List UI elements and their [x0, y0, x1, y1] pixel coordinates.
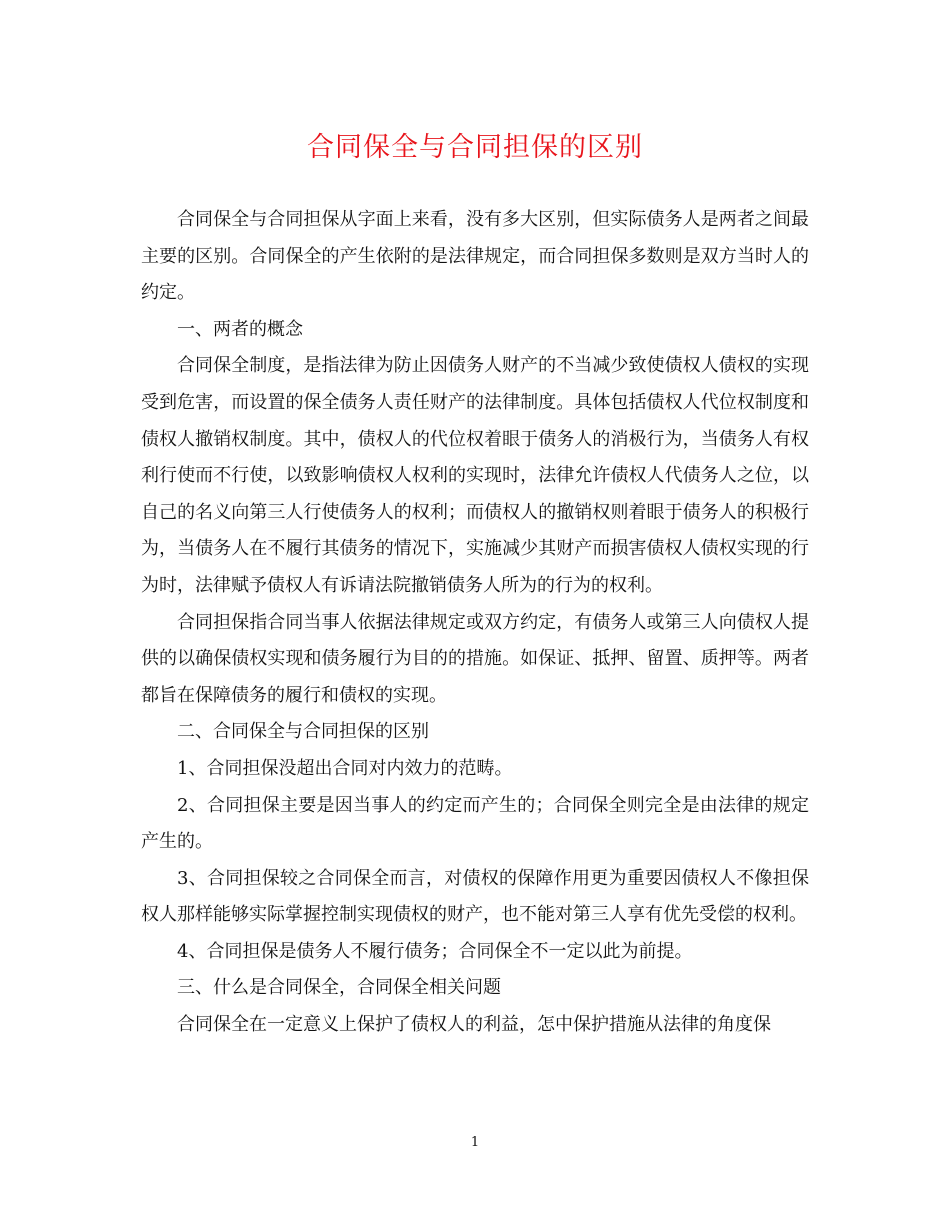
- paragraph-continuation: 合同保全在一定意义上保护了债权人的利益，怎中保护措施从法律的角度保: [177, 1014, 771, 1036]
- difference-item-3: 3、合同担保较之合同保全而言，对债权的保障作用更为重要因债权人不像担保权人那样能够实际掌握控制实现债权的财产，也不能对第三人享有优先受偿的权利。: [141, 867, 809, 926]
- section-heading-1: 一、两者的概念: [177, 318, 303, 340]
- paragraph-guarantee-definition: 合同担保指合同当事人依据法律规定或双方约定，有债务人或第三人向债权人提供的以确保债权实现和债务履行为目的的措施。如保证、抵押、留置、质押等。两者都旨在保障债务的履行和债权的实现。: [141, 611, 809, 706]
- section-heading-3: 三、什么是合同保全，合同保全相关问题: [177, 977, 501, 999]
- paragraph-preservation-definition: 合同保全制度，是指法律为防止因债务人财产的不当减少致使债权人债权的实现受到危害，而设置的保全债务人责任财产的法律制度。具体包括债权人代位权制度和债权人撤销权制度。其中，债权人的代位权着眼于债务人的消极行为，当债务人有权利行使而不行使，以致影响债权人权利的实现时，法律允许债权人代债务人之位，以自己的名义向第三人行使债务人的权利；而债权人的撤销权则着眼于债务人的积极行为，当债务人在不履行其债务的情况下，实施减少其财产而损害债权人债权实现的行为时，法律赋予债权人有诉请法院撤销债务人所为的行为的权利。: [141, 355, 809, 596]
- page-number: 1: [470, 1135, 480, 1150]
- section-heading-2: 二、合同保全与合同担保的区别: [177, 721, 429, 743]
- difference-item-4: 4、合同担保是债务人不履行债务；合同保全不一定以此为前提。: [177, 940, 693, 962]
- paragraph-intro: 合同保全与合同担保从字面上来看，没有多大区别，但实际债务人是两者之间最主要的区别。合同保全的产生依附的是法律规定，而合同担保多数则是双方当时人的约定。: [141, 209, 809, 304]
- difference-item-1: 1、合同担保没超出合同对内效力的范畴。: [177, 757, 513, 779]
- document-title: 合同保全与合同担保的区别: [307, 132, 643, 163]
- document-body: [141, 202, 809, 1044]
- difference-item-2: 2、合同担保主要是因当事人的约定而产生的；合同保全则完全是由法律的规定产生的。: [141, 794, 809, 853]
